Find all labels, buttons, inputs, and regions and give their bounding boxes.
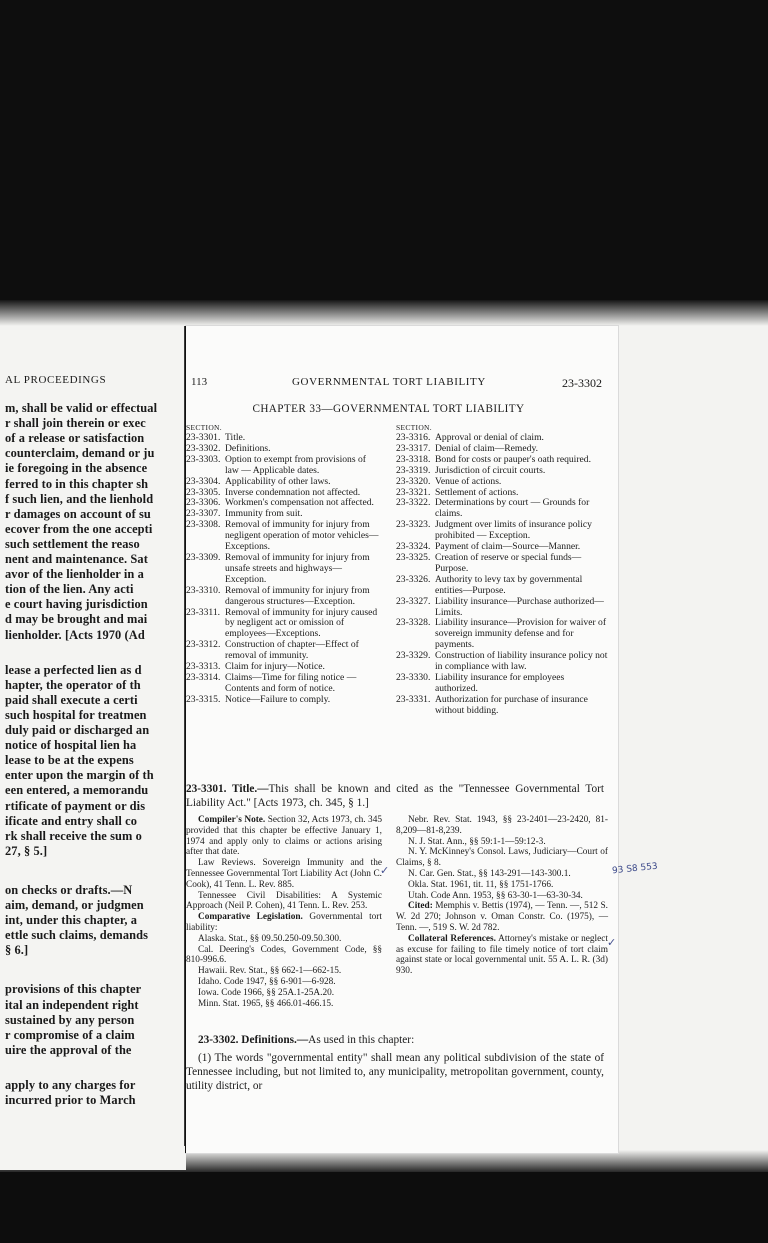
section-23-3302 — [186, 1033, 604, 1093]
toc-entry — [186, 586, 382, 608]
statute-citation: N. Y. McKinney's Consol. Laws, Judiciary—Court of Claims, § 8. — [396, 847, 608, 869]
toc-section-title: Liability insurance—Provision for waiver of sovereign immunity defense and for payments. — [435, 617, 607, 651]
section-heading: 23-3301. Title.— — [186, 783, 269, 795]
left-page-line: apply to any charges for — [5, 1077, 136, 1092]
running-title: GOVERNMENTAL TORT LIABILITY — [292, 376, 486, 388]
toc-section-number: 23-3325. — [396, 551, 431, 563]
toc-entry — [186, 553, 382, 586]
left-page-line: rtificate of payment or dis — [5, 798, 146, 813]
toc-entry — [396, 498, 608, 520]
toc-section-title: Authorization for purchase of insurance without bidding. — [435, 693, 588, 716]
toc-section-number: 23-3315. — [186, 693, 221, 705]
toc-entry — [186, 477, 382, 488]
left-page-line: m, shall be valid or effectual — [5, 401, 158, 415]
scan-top-margin — [0, 0, 768, 318]
statute-citation: Hawaii. Rev. Stat., §§ 662-1—662-15. — [198, 966, 342, 977]
left-page-line: 27, § 5.] — [5, 843, 48, 858]
toc-entry — [396, 477, 608, 488]
left-page-header: AL PROCEEDINGS — [5, 374, 107, 386]
toc-section-number: 23-3302. — [186, 442, 221, 454]
scan-top-shadow — [0, 300, 768, 326]
left-page-line: ie foregoing in the absence — [5, 461, 148, 476]
left-page-line: r compromise of a claim — [5, 1027, 135, 1042]
left-page-line: § 6.] — [5, 943, 29, 958]
left-page-line: d may be brought and mai — [5, 612, 148, 627]
toc-section-title: Determinations by court — Grounds for claims. — [435, 497, 590, 520]
toc-entry — [186, 695, 382, 706]
toc-section-number: 23-3303. — [186, 453, 221, 465]
toc-section-number: 23-3329. — [396, 650, 431, 662]
toc-entry — [396, 553, 608, 575]
left-page-line: incurred prior to March — [5, 1093, 136, 1107]
pencil-check-mark: ✓ — [380, 864, 390, 877]
toc-section-number: 23-3307. — [186, 508, 221, 520]
handwritten-note: 93 S8 553 — [611, 861, 659, 877]
left-page-line: tion of the lien. Any acti — [5, 582, 134, 597]
toc-section-title: Option to exempt from provisions of law — Applicable dates. — [225, 453, 366, 476]
left-page-line: ificate and entry shall co — [5, 813, 137, 828]
toc-section-number: 23-3322. — [396, 497, 431, 509]
toc-entry — [186, 455, 382, 477]
toc-section-title: Venue of actions. — [435, 475, 502, 487]
left-page-line: sustained by any person — [5, 1012, 135, 1027]
statute-citation: Nebr. Rev. Stat. 1943, §§ 23-2401—23-2420, 81-8,209—81-8,239. — [396, 815, 608, 836]
left-page-line: notice of hospital lien ha — [5, 738, 137, 753]
left-page-fragment — [0, 330, 186, 1170]
left-page-line: lease to be at the expens — [5, 753, 134, 768]
left-page-line: lienholder. [Acts 1970 (Ad — [5, 627, 145, 642]
section-23-3301 — [186, 782, 604, 810]
left-page-line: such settlement the reaso — [5, 536, 140, 551]
toc-section-title: Removal of immunity for injury from unsafe streets and highways—Exception. — [225, 551, 370, 585]
toc-section-title: Notice—Failure to comply. — [225, 693, 331, 705]
toc-section-number: 23-3324. — [396, 541, 431, 553]
collateral-references-label: Collateral References. — [408, 933, 496, 944]
toc-section-number: 23-3327. — [396, 595, 431, 607]
left-page-line: e court having jurisdiction — [5, 597, 148, 612]
section-intro: As used in this chapter: — [308, 1034, 415, 1046]
statute-citation: N. Car. Gen. Stat., §§ 143-291—143-300.1. — [408, 868, 571, 879]
law-reviews-note: Law Reviews. Sovereign Immunity and the Tennessee Governmental Tort Liability Act (John C. Cook), 41 Tenn. L. Rev. 885. — [186, 858, 382, 890]
scan-bottom-margin — [0, 1172, 768, 1243]
left-page-line: r damages on account of su — [5, 506, 151, 521]
left-page-line: avor of the lienholder in a — [5, 567, 144, 582]
chapter-title: CHAPTER 33—GOVERNMENTAL TORT LIABILITY — [252, 403, 525, 415]
toc-section-title: Denial of claim—Remedy. — [435, 442, 539, 454]
toc-section-title: Claims—Time for filing notice —Contents and form of notice. — [225, 671, 357, 694]
left-page-line: rk shall receive the sum o — [5, 828, 142, 843]
toc-section-number: 23-3311. — [186, 606, 221, 618]
left-page-line: ferred to in this chapter sh — [5, 476, 149, 491]
toc-entry — [186, 673, 382, 695]
toc-entry — [396, 466, 608, 477]
toc-section-title: Inverse condemnation not affected. — [225, 486, 361, 498]
toc-section-number: 23-3304. — [186, 475, 221, 487]
toc-section-number: 23-3308. — [186, 519, 221, 531]
toc-section-number: 23-3305. — [186, 486, 221, 498]
definition-paragraph-1: (1) The words "governmental entity" shall mean any political subdivision of the state of Tennessee including, but not limited to, any municipality, metropolitan government, county, utility district, or — [186, 1052, 604, 1092]
compilers-note-text: Section 32, Acts 1973, ch. 345 provided that this chapter be effective January 1, 1974 and apply only to claims or actions arising after that date. — [186, 815, 382, 858]
page-number: 113 — [191, 376, 208, 388]
toc-entry — [186, 608, 382, 641]
toc-section-number: 23-3328. — [396, 617, 431, 629]
toc-section-title: Bond for costs or pauper's oath required. — [435, 453, 591, 465]
toc-section-number: 23-3320. — [396, 475, 431, 487]
toc-section-title: Removal of immunity for injury from dangerous structures—Exception. — [225, 584, 370, 607]
toc-section-number: 23-3331. — [396, 693, 431, 705]
left-page-line: nent and maintenance. Sat — [5, 552, 148, 566]
toc-section-number: 23-3319. — [396, 464, 431, 476]
toc-section-number: 23-3323. — [396, 519, 431, 531]
toc-section-title: Settlement of actions. — [435, 486, 519, 498]
comparative-legislation-text: Governmental tort liability: — [186, 912, 382, 933]
statute-citation: N. J. Stat. Ann., §§ 59:1-1—59:12-3. — [408, 836, 546, 847]
left-page-line: of a release or satisfaction — [5, 431, 145, 446]
statute-citation: Cal. Deering's Codes, Government Code, §§ 810-996.6. — [186, 944, 382, 966]
toc-section-number: 23-3306. — [186, 497, 221, 509]
left-page-line: counterclaim, demand or ju — [5, 446, 155, 461]
toc-section-number: 23-3321. — [396, 486, 431, 498]
left-page-line: int, under this chapter, a — [5, 913, 138, 928]
pencil-check-mark: ✓ — [607, 936, 617, 949]
left-page-line: on checks or drafts.—N — [5, 882, 133, 897]
toc-section-number: 23-3309. — [186, 551, 221, 563]
left-page-line: provisions of this chapter — [5, 982, 142, 997]
toc-section-title: Construction of liability insurance policy not in compliance with law. — [435, 650, 608, 673]
statute-citation: Okla. Stat. 1961, tit. 11, §§ 1751-1766. — [408, 879, 554, 890]
left-page-line: hapter, the operator of th — [5, 677, 141, 692]
statute-citation: Idaho. Code 1947, §§ 6-901—6-928. — [198, 976, 336, 987]
compilers-note-label: Compiler's Note. — [198, 815, 266, 825]
left-page-line: paid shall execute a certi — [5, 692, 138, 707]
toc-section-title: Removal of immunity for injury from negligent operation of motor vehicles—Exceptions. — [225, 519, 379, 553]
toc-section-title: Title. — [225, 432, 246, 443]
statute-citation: Minn. Stat. 1965, §§ 466.01-466.15. — [198, 998, 334, 1009]
toc-section-title: Definitions. — [225, 442, 271, 454]
toc-entry — [396, 575, 608, 597]
toc-entry — [396, 618, 608, 651]
toc-entry — [186, 640, 382, 662]
toc-section-title: Removal of immunity for injury caused by negligent act or omission of employees—Exceptions. — [225, 606, 378, 640]
toc-section-number: 23-3312. — [186, 639, 221, 651]
toc-section-number: 23-3317. — [396, 442, 431, 454]
left-page-line: uire the approval of the — [5, 1042, 132, 1057]
toc-section-number: 23-3314. — [186, 671, 221, 683]
toc-entry — [396, 597, 608, 619]
left-page-line: ital an independent right — [5, 997, 139, 1012]
toc-section-title: Claim for injury—Notice. — [225, 661, 325, 673]
left-page-line: aim, demand, or judgmen — [5, 898, 144, 912]
toc-section-title: Liability insurance for employees authorized. — [435, 671, 565, 694]
toc-section-title: Payment of claim—Source—Manner. — [435, 541, 581, 553]
toc-section-title: Authority to levy tax by governmental entities—Purpose. — [435, 573, 583, 596]
toc-section-title: Creation of reserve or special funds—Purpose. — [435, 551, 582, 574]
collateral-references-text: Attorney's mistake or neglect as excuse for failing to file timely notice of tort claim against state or local governmental unit. 55 A. L. R. (3d) 930. — [396, 933, 608, 977]
toc-section-number: 23-3313. — [186, 661, 221, 673]
toc-section-number: 23-3330. — [396, 671, 431, 683]
left-page-line: een entered, a memorandu — [5, 783, 149, 798]
toc-entry — [396, 673, 608, 695]
toc-section-number: 23-3316. — [396, 432, 431, 443]
toc-section-number: 23-3318. — [396, 453, 431, 465]
toc-left — [186, 423, 382, 706]
toc-section-number: 23-3310. — [186, 584, 221, 596]
toc-entry — [396, 651, 608, 673]
statute-citation: Alaska. Stat., §§ 09.50.250-09.50.300. — [198, 933, 342, 944]
cited-label: Cited: — [408, 901, 433, 912]
left-page-line: ecover from the one accepti — [5, 521, 153, 536]
toc-right — [396, 423, 608, 717]
toc-section-title: Jurisdiction of circuit courts. — [435, 464, 546, 476]
comparative-legislation-label: Comparative Legislation. — [198, 912, 303, 923]
left-page-line: lease a perfected lien as d — [5, 662, 142, 677]
annotations-left — [186, 815, 382, 1009]
toc-section-title: Workmen's compensation not affected. — [225, 497, 374, 509]
toc-entry — [396, 520, 608, 542]
toc-header: SECTION. — [396, 423, 432, 432]
toc-entry — [396, 695, 608, 717]
left-page-line: duly paid or discharged an — [5, 723, 150, 737]
civil-disabilities-note: Tennessee Civil Disabilities: A Systemic Approach (Neil P. Cohen), 41 Tenn. L. Rev. 253. — [186, 890, 382, 912]
left-page-line: ettle such claims, demands — [5, 928, 149, 943]
cited-text: Memphis v. Bettis (1974), — Tenn. —, 512 S. W. 2d 270; Johnson v. Oman Constr. Co. (1975), — Tenn. —, 519 S. W. 2d 782. — [396, 901, 608, 933]
toc-section-title: Construction of chapter—Effect of removal of immunity. — [225, 639, 359, 662]
section-heading: 23-3302. Definitions.— — [198, 1034, 309, 1046]
statute-citation: Utah. Code Ann. 1953, §§ 63-30-1—63-30-34. — [408, 890, 583, 901]
toc-section-title: Immunity from suit. — [225, 508, 303, 520]
toc-section-title: Approval or denial of claim. — [435, 432, 544, 443]
left-page-line: r shall join therein or exec — [5, 416, 146, 431]
toc-section-title: Applicability of other laws. — [225, 475, 331, 487]
toc-header: SECTION. — [186, 423, 222, 432]
toc-section-number: 23-3301. — [186, 432, 221, 443]
statute-citation: Iowa. Code 1966, §§ 25A.1-25A.20. — [198, 987, 335, 998]
toc-entry — [186, 520, 382, 553]
annotations-right — [396, 815, 608, 977]
statute-page — [186, 326, 618, 1153]
toc-section-number: 23-3326. — [396, 573, 431, 585]
left-page-line: enter upon the margin of th — [5, 768, 154, 783]
left-page-line: such hospital for treatmen — [5, 707, 147, 722]
section-range: 23-3302 — [562, 376, 602, 390]
toc-section-title: Judgment over limits of insurance policy prohibited — Exception. — [435, 519, 592, 542]
toc-section-title: Liability insurance—Purchase authorized—Limits. — [435, 595, 604, 618]
left-page-line: f such lien, and the lienhold — [5, 491, 154, 506]
section-text: This shall be known and cited as the "Tennessee Governmental Tort Liability Act." [Acts 1973, ch. 345, § 1.] — [186, 783, 605, 809]
